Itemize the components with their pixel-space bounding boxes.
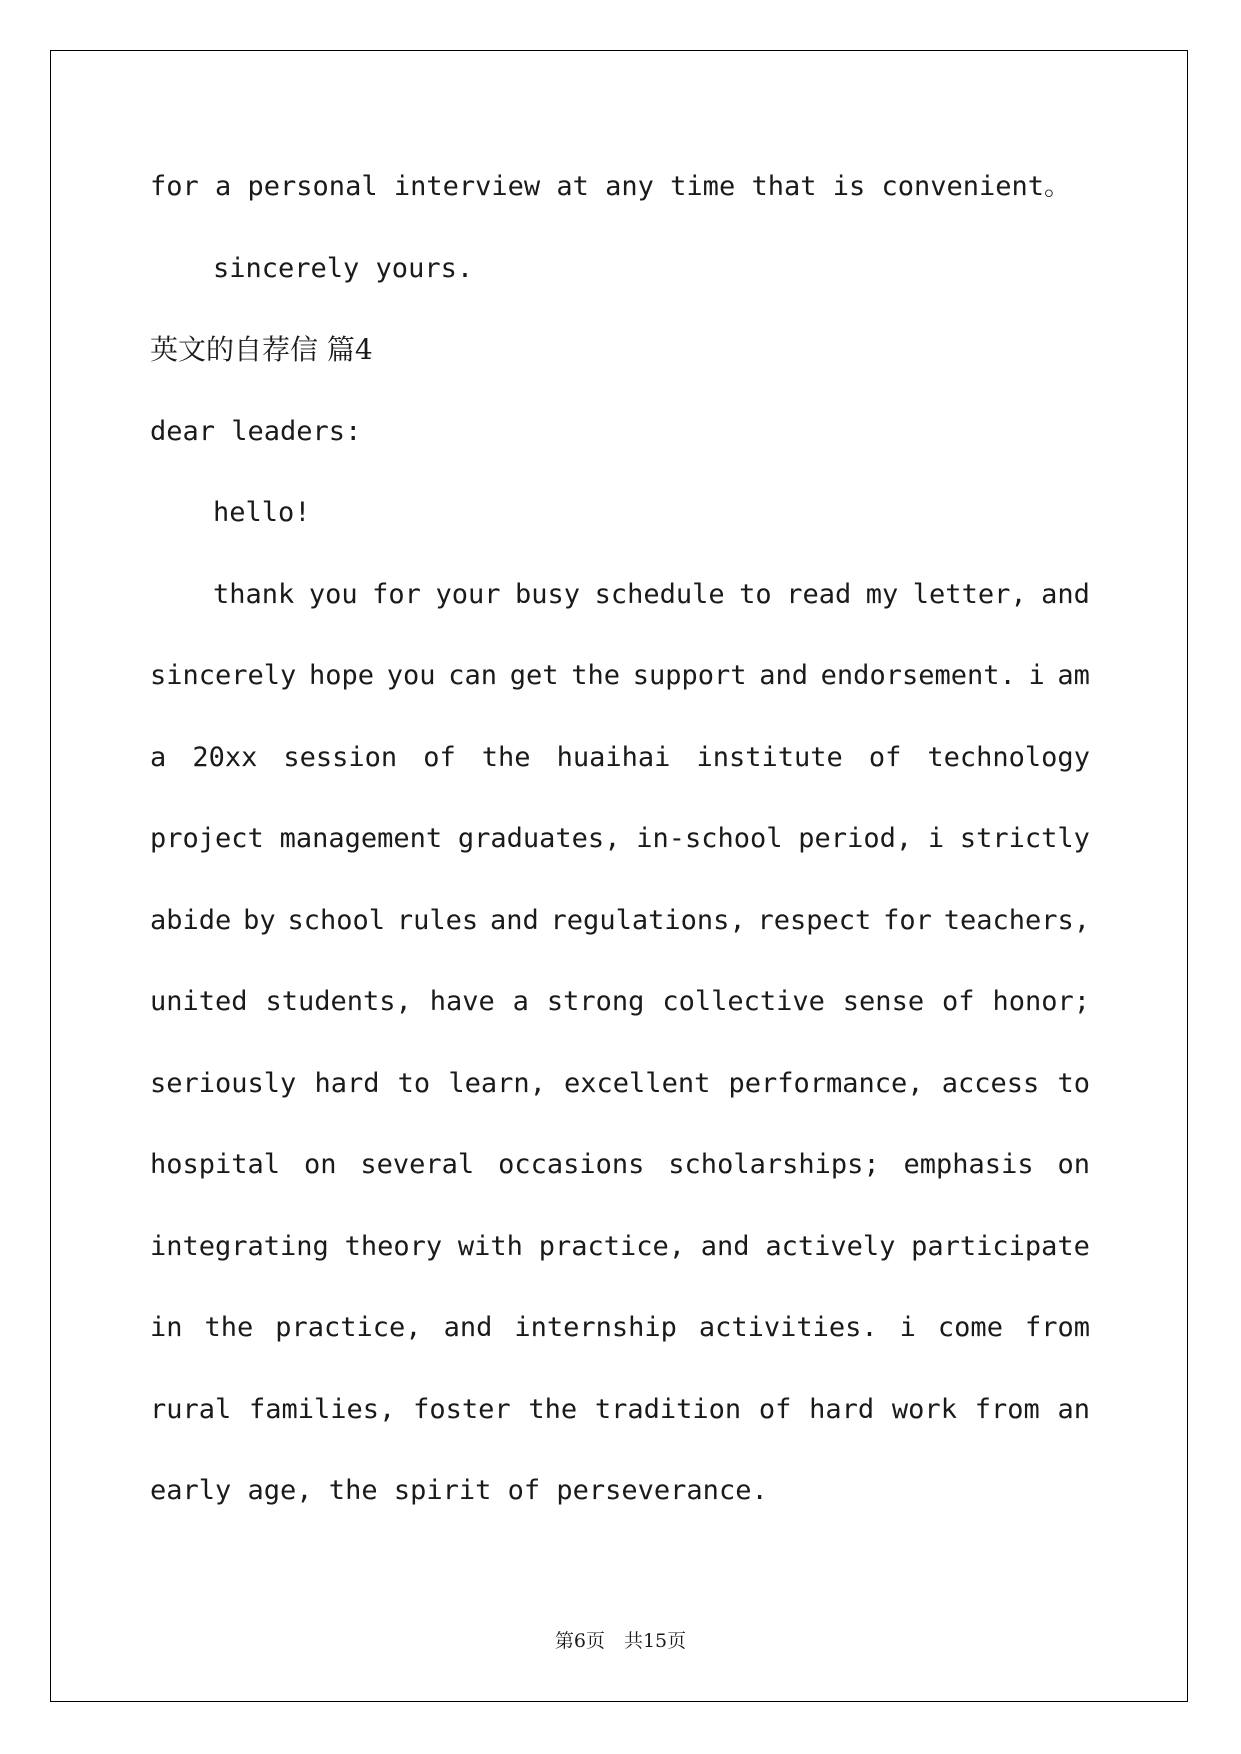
word: huaihai [556, 741, 671, 773]
paragraph-line [150, 731, 1090, 813]
word: i [927, 823, 945, 854]
paragraph-line [150, 568, 1090, 650]
word: teachers, [943, 904, 1090, 936]
word: you [308, 578, 358, 610]
word: the [571, 660, 620, 691]
word: scholarships; [668, 1149, 880, 1180]
word: activities. [698, 1312, 878, 1343]
word: and [489, 904, 539, 936]
word: to [1057, 1067, 1090, 1099]
word: your [435, 578, 501, 610]
word: can [448, 660, 498, 691]
word: honor; [992, 986, 1090, 1017]
word: emphasis [903, 1149, 1034, 1180]
word: my [865, 578, 899, 610]
word: read [786, 578, 852, 610]
word: school [287, 904, 385, 936]
paragraph-line [150, 1383, 1090, 1465]
word: strong [546, 986, 645, 1017]
word: theory [344, 1230, 443, 1262]
word: 20xx [192, 741, 258, 773]
word: graduates, [457, 823, 621, 854]
word: and [1041, 578, 1090, 610]
paragraph-line [150, 975, 1090, 1057]
word: and [700, 1230, 750, 1262]
word: period, [798, 823, 913, 854]
word: an [1057, 1393, 1090, 1425]
word: and [759, 660, 808, 691]
word: to [397, 1067, 431, 1099]
paragraph-line [150, 1220, 1090, 1302]
word: and [443, 1312, 493, 1343]
word: on [1057, 1149, 1090, 1180]
word: for [372, 578, 421, 610]
section-heading: 英文的自荐信 篇4 [150, 333, 373, 366]
word: foster [413, 1393, 511, 1425]
word: by [243, 904, 276, 936]
page-number: 第6页 共15页 [554, 1630, 687, 1652]
word: occasions [498, 1149, 645, 1180]
word: performance, [728, 1067, 924, 1099]
word: rural [150, 1393, 232, 1425]
word: session [283, 741, 398, 773]
word: a [150, 741, 167, 773]
word: excellent [564, 1067, 711, 1099]
word: in-school [636, 823, 783, 854]
paragraph-line [150, 1138, 1090, 1220]
word: for [883, 904, 932, 936]
word: practice, [538, 1230, 685, 1262]
word: busy [515, 578, 581, 610]
word: in [150, 1312, 183, 1343]
word: on [303, 1149, 337, 1180]
word: am [1057, 660, 1090, 691]
word: students, [265, 986, 412, 1017]
word: have [429, 986, 495, 1017]
word: internship [514, 1312, 677, 1343]
word: the [481, 741, 531, 773]
word: access [941, 1067, 1040, 1099]
word: you [386, 660, 436, 691]
word: united [150, 986, 248, 1017]
word: actively [765, 1230, 896, 1262]
paragraph-line [150, 649, 1090, 731]
word: hospital [150, 1149, 281, 1180]
word: rules [396, 904, 479, 936]
word: hope [309, 660, 375, 691]
word: endorsement. [820, 660, 1016, 691]
paragraph-line: early age, the spirit of perseverance. [150, 1475, 768, 1506]
paragraph-line [150, 1057, 1090, 1139]
word: institute [696, 741, 843, 773]
word: technology [927, 741, 1090, 773]
word: the [528, 1393, 578, 1425]
word: several [360, 1149, 475, 1180]
word: schedule [594, 578, 725, 610]
word: practice, [275, 1312, 422, 1343]
word: to [739, 578, 772, 610]
word: work [891, 1393, 957, 1425]
word: of [942, 986, 975, 1017]
word: sincerely [150, 660, 297, 691]
word: come [937, 1312, 1003, 1343]
word: the [204, 1312, 254, 1343]
word: integrating [150, 1230, 329, 1262]
word: strictly [959, 823, 1090, 854]
paragraph-line [150, 894, 1090, 976]
word: thank [213, 578, 295, 610]
salutation: dear leaders: [150, 415, 362, 447]
document-body [150, 160, 1090, 1546]
word: respect [757, 904, 872, 936]
word: of [868, 741, 902, 773]
word: of [423, 741, 456, 773]
word: learn, [448, 1067, 546, 1099]
word: support [632, 660, 747, 691]
word: hard [314, 1067, 380, 1099]
word: letter, [912, 578, 1027, 610]
word: from [974, 1393, 1040, 1425]
word: get [509, 660, 559, 691]
word: with [457, 1230, 523, 1262]
word: families, [249, 1393, 396, 1425]
word: abide [150, 904, 232, 936]
word: of [758, 1393, 792, 1425]
word: project [150, 823, 264, 854]
word: seriously [150, 1067, 297, 1099]
word: i [1028, 660, 1045, 691]
word: regulations, [550, 904, 746, 936]
text-line: for a personal interview at any time that is convenient。 [150, 171, 1072, 202]
paragraph-line [150, 812, 1090, 894]
word: management [279, 823, 443, 854]
word: participate [911, 1230, 1090, 1262]
word: collective [662, 986, 825, 1017]
word: hard [809, 1393, 875, 1425]
word: a [512, 986, 529, 1017]
word: from [1024, 1312, 1090, 1343]
greeting: hello! [213, 497, 311, 528]
word: sense [842, 986, 925, 1017]
paragraph-line [150, 1301, 1090, 1383]
word: i [899, 1312, 916, 1343]
closing-line: sincerely yours. [213, 252, 474, 284]
word: tradition [594, 1393, 742, 1425]
